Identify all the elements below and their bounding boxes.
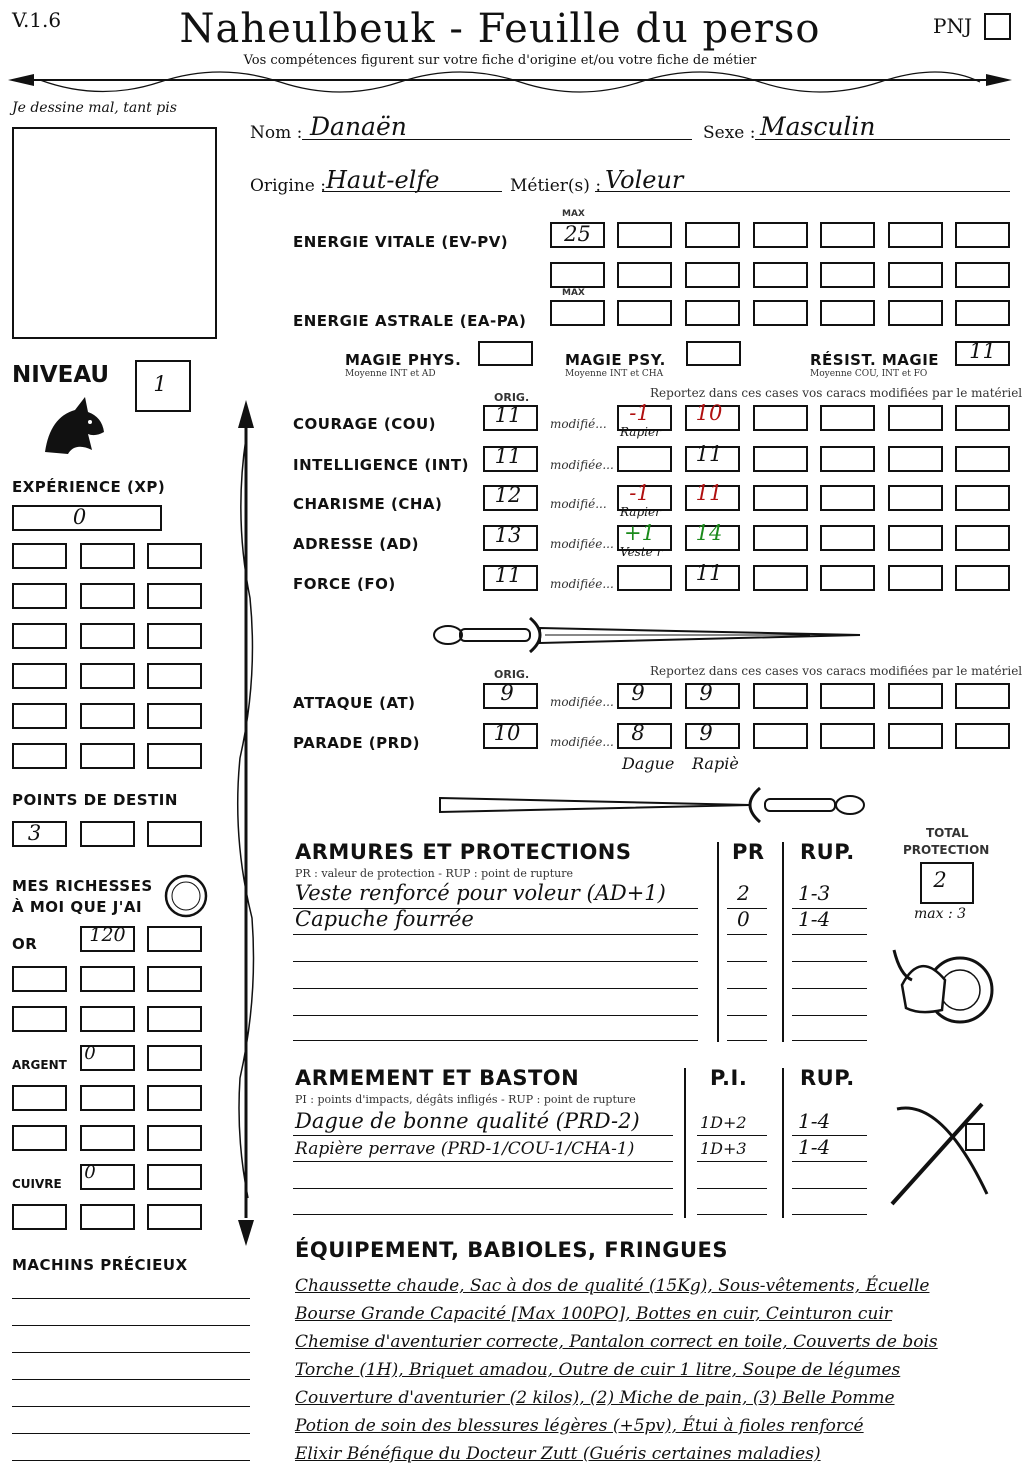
stat-orig-value: 11 — [494, 444, 522, 468]
nom-value[interactable]: Danaën — [310, 112, 407, 141]
resist-magie-value: 11 — [969, 339, 996, 363]
armor-pr-line[interactable] — [727, 934, 767, 935]
combat-extra-box[interactable] — [888, 683, 943, 709]
armor-pr-line[interactable] — [727, 1015, 767, 1016]
origine-label: Origine : — [250, 176, 326, 196]
ev-tracker-box[interactable] — [955, 262, 1010, 288]
metier-value[interactable]: Voleur — [605, 166, 684, 194]
stat-orig-value: 11 — [494, 403, 522, 427]
armor-pr-line[interactable] — [727, 1040, 767, 1041]
destin-label: POINTS DE DESTIN — [12, 791, 178, 809]
ev-tracker-box[interactable] — [753, 222, 808, 248]
weapon-rup-line[interactable] — [792, 1161, 867, 1162]
stat-label: FORCE (FO) — [293, 575, 396, 593]
magie-phys-note: Moyenne INT et AD — [345, 369, 436, 379]
combat-orig-value: 10 — [493, 721, 521, 745]
armor-item-rup: 1-3 — [798, 881, 831, 905]
armor-item-pr: 2 — [737, 881, 750, 905]
xp-box[interactable] — [147, 543, 202, 569]
weapons-rup-header: RUP. — [800, 1066, 855, 1090]
cuivre-box-3[interactable] — [12, 1204, 67, 1230]
stat-orig-value: 13 — [494, 523, 522, 547]
armor-item-name: Veste renforcé pour voleur (AD+1) — [295, 881, 666, 905]
machins-line-7[interactable] — [12, 1460, 250, 1461]
or-box-8[interactable] — [147, 1006, 202, 1032]
combat-v1-value: 9 — [631, 681, 645, 705]
ea-max-box[interactable] — [550, 300, 605, 326]
armor-rup-line[interactable] — [792, 988, 867, 989]
armor-title: ARMURES ET PROTECTIONS — [295, 840, 632, 864]
weapons-pi-header: P.I. — [710, 1066, 748, 1090]
sexe-value[interactable]: Masculin — [760, 112, 876, 141]
stat-label: ADRESSE (AD) — [293, 535, 420, 553]
equipment-line[interactable]: Couverture d'aventurier (2 kilos), (2) Miche de pain, (3) Belle Pomme — [295, 1388, 895, 1408]
xp-label: EXPÉRIENCE (XP) — [12, 478, 166, 496]
armor-note: PR : valeur de protection - RUP : point de rupture — [295, 867, 573, 880]
ev-tracker-box[interactable] — [685, 222, 740, 248]
combat-modifie-label: modifiée... — [550, 735, 614, 749]
combat-modifie-label: modifiée... — [550, 695, 614, 709]
stat-extra-box[interactable] — [820, 446, 875, 472]
magie-psy-note: Moyenne INT et CHA — [565, 369, 664, 379]
stat-extra-box[interactable] — [955, 485, 1010, 511]
weapon-item-rup: 1-4 — [798, 1109, 831, 1133]
xp-box[interactable] — [12, 543, 67, 569]
stat-total-value: 10 — [695, 401, 723, 425]
equipment-line[interactable]: Elixir Bénéfique du Docteur Zutt (Guéris certaines maladies) — [295, 1444, 821, 1464]
cuivre-value: 0 — [84, 1162, 96, 1183]
or-box-2[interactable] — [147, 926, 202, 952]
machins-line-4[interactable] — [12, 1379, 250, 1380]
armor-rup-line[interactable] — [792, 1040, 867, 1041]
weapons-title: ARMEMENT ET BASTON — [295, 1066, 580, 1090]
ea-max-label: MAX — [562, 288, 585, 298]
xp-box[interactable] — [80, 623, 135, 649]
armor-divider-1 — [717, 842, 719, 1042]
richesses-label-1: MES RICHESSES — [12, 877, 153, 895]
metier-label: Métier(s) : — [510, 176, 602, 196]
stat-extra-box[interactable] — [753, 405, 808, 431]
weapon-rup-line[interactable] — [792, 1214, 867, 1215]
weapon-item-name: Rapière perrave (PRD-1/COU-1/CHA-1) — [295, 1139, 635, 1159]
xp-box[interactable] — [80, 663, 135, 689]
sword-icon — [430, 610, 880, 660]
armor-item-pr: 0 — [737, 907, 750, 931]
stat-orig-value: 12 — [494, 483, 522, 507]
stat-extra-box[interactable] — [820, 525, 875, 551]
weapon-rup-line[interactable] — [792, 1188, 867, 1189]
machins-line-2[interactable] — [12, 1325, 250, 1326]
argent-box-7[interactable] — [80, 1125, 135, 1151]
stat-modifie-label: modifiée... — [550, 577, 614, 591]
armor-name-line[interactable] — [293, 934, 698, 935]
equipment-line[interactable]: Bourse Grande Capacité [Max 100PO], Bottes en cuir, Ceinturon cuir — [295, 1304, 892, 1324]
stat-total-value: 11 — [695, 561, 723, 585]
combat-v2-value: 9 — [699, 681, 713, 705]
niveau-value: 1 — [153, 372, 167, 396]
pnj-label: PNJ — [933, 14, 972, 38]
weapon-item-name: Dague de bonne qualité (PRD-2) — [295, 1109, 640, 1133]
xp-box[interactable] — [80, 583, 135, 609]
stat-total-value: 11 — [695, 481, 723, 505]
ev-tracker-box[interactable] — [617, 262, 672, 288]
armor-pr-line[interactable] — [727, 988, 767, 989]
nom-line — [302, 139, 692, 140]
ev-label: ENERGIE VITALE (EV-PV) — [293, 233, 509, 251]
xp-box[interactable] — [147, 743, 202, 769]
combat-extra-box[interactable] — [955, 683, 1010, 709]
ev-max-label: MAX — [562, 209, 585, 219]
total-protection-label-1: TOTAL — [926, 826, 969, 840]
destin-box-3[interactable] — [147, 821, 202, 847]
or-box-3[interactable] — [12, 966, 67, 992]
stat-delta-box[interactable] — [617, 565, 672, 591]
equipment-line[interactable]: Chaussette chaude, Sac à dos de qualité (15Kg), Sous-vêtements, Écuelle — [295, 1276, 930, 1296]
ev-tracker-box[interactable] — [820, 262, 875, 288]
xp-box[interactable] — [147, 663, 202, 689]
stat-modifie-label: modifiée... — [550, 458, 614, 472]
cuivre-label: CUIVRE — [12, 1177, 62, 1191]
sexe-line — [755, 139, 1010, 140]
ev-tracker-box[interactable] — [550, 262, 605, 288]
machins-label: MACHINS PRÉCIEUX — [12, 1256, 188, 1274]
ea-label: ENERGIE ASTRALE (EA-PA) — [293, 312, 527, 330]
weapons-note: PI : points d'impacts, dégâts infligés - RUP : point de rupture — [295, 1093, 636, 1106]
resist-magie-note: Moyenne COU, INT et FO — [810, 369, 928, 379]
weapons-divider-1 — [684, 1068, 686, 1218]
argent-label: ARGENT — [12, 1058, 67, 1072]
weapon-pi-line[interactable] — [697, 1135, 767, 1136]
stat-extra-box[interactable] — [888, 525, 943, 551]
stat-delta-note: Rapier — [620, 425, 661, 439]
combat-extra-box[interactable] — [820, 683, 875, 709]
armor-name-line[interactable] — [293, 1040, 698, 1041]
pnj-checkbox[interactable] — [984, 13, 1011, 40]
xp-box[interactable] — [12, 583, 67, 609]
ev-tracker-box[interactable] — [753, 262, 808, 288]
destin-value: 3 — [27, 821, 42, 845]
weapons-divider-2 — [782, 1068, 784, 1218]
stat-extra-box[interactable] — [955, 405, 1010, 431]
stat-label: INTELLIGENCE (INT) — [293, 456, 469, 474]
stat-label: CHARISME (CHA) — [293, 495, 443, 513]
armor-pr-header: PR — [732, 840, 765, 864]
richesses-label-2: À MOI QUE J'AI — [12, 898, 143, 916]
xp-box[interactable] — [12, 623, 67, 649]
stat-orig-value: 11 — [494, 563, 522, 587]
version-label: V.1.6 — [12, 8, 62, 32]
magie-psy-box[interactable] — [686, 341, 741, 366]
weapon-item-rup: 1-4 — [798, 1135, 831, 1159]
equipment-line[interactable]: Potion de soin des blessures légères (+5pv), Étui à fioles renforcé — [295, 1416, 864, 1436]
argent-box-5[interactable] — [147, 1085, 202, 1111]
armor-item-rup: 1-4 — [798, 907, 831, 931]
origine-line — [322, 191, 502, 192]
ea-tracker-box[interactable] — [685, 300, 740, 326]
total-protection-label-2: PROTECTION — [903, 843, 990, 857]
xp-box[interactable] — [147, 623, 202, 649]
cuivre-box-2[interactable] — [147, 1164, 202, 1190]
equipment-title: ÉQUIPEMENT, BABIOLES, FRINGUES — [295, 1238, 728, 1262]
combat-extra-box[interactable] — [955, 723, 1010, 749]
sexe-label: Sexe : — [703, 123, 756, 143]
stat-extra-box[interactable] — [753, 565, 808, 591]
combat-extra-box[interactable] — [753, 683, 808, 709]
xp-box[interactable] — [12, 663, 67, 689]
stat-delta-value: -1 — [629, 401, 650, 425]
stat-extra-box[interactable] — [753, 525, 808, 551]
portrait-frame[interactable] — [12, 127, 217, 339]
ev-tracker-box[interactable] — [888, 262, 943, 288]
armor-item-name: Capuche fourrée — [295, 907, 474, 931]
armor-rup-line[interactable] — [792, 934, 867, 935]
combat-orig-value: 9 — [500, 681, 514, 705]
ev-tracker-box[interactable] — [955, 222, 1010, 248]
helmet-shield-icon — [890, 930, 1000, 1040]
combat-extra-box[interactable] — [753, 723, 808, 749]
combat-note-rapiere: Rapiè — [692, 754, 739, 773]
ev-tracker-box[interactable] — [617, 222, 672, 248]
weapon-name-line[interactable] — [293, 1161, 673, 1162]
portrait-caption: Je dessine mal, tant pis — [12, 100, 177, 116]
xp-box[interactable] — [12, 743, 67, 769]
stat-extra-box[interactable] — [888, 446, 943, 472]
stat-extra-box[interactable] — [820, 565, 875, 591]
xp-box[interactable] — [80, 543, 135, 569]
combat-label: ATTAQUE (AT) — [293, 694, 416, 712]
ev-tracker-box[interactable] — [685, 262, 740, 288]
resist-magie-label: RÉSIST. MAGIE — [810, 351, 940, 369]
stat-modifie-label: modifié... — [550, 497, 607, 511]
stat-total-value: 14 — [695, 521, 723, 545]
destin-box-2[interactable] — [80, 821, 135, 847]
stat-extra-box[interactable] — [820, 485, 875, 511]
or-value: 120 — [89, 924, 126, 946]
machins-line-1[interactable] — [12, 1298, 250, 1299]
stat-delta-value: -1 — [629, 481, 650, 505]
armor-name-line[interactable] — [293, 988, 698, 989]
armor-divider-2 — [782, 842, 784, 1042]
stat-modifie-label: modifié... — [550, 417, 607, 431]
ea-tracker-box[interactable] — [955, 300, 1010, 326]
ea-tracker-box[interactable] — [753, 300, 808, 326]
sword-icon-2 — [430, 780, 880, 830]
xp-box[interactable] — [147, 703, 202, 729]
ea-tracker-box[interactable] — [820, 300, 875, 326]
stat-delta-note: Veste r — [620, 545, 663, 559]
ev-tracker-box[interactable] — [888, 222, 943, 248]
weapon-name-line[interactable] — [293, 1214, 673, 1215]
or-box-4[interactable] — [80, 966, 135, 992]
stat-delta-box[interactable] — [617, 446, 672, 472]
stats-orig-label: ORIG. — [494, 391, 530, 404]
total-protection-value: 2 — [933, 868, 947, 892]
equipment-line[interactable]: Chemise d'aventurier correcte, Pantalon correct en toile, Couverts de bois — [295, 1332, 938, 1352]
argent-box-6[interactable] — [12, 1125, 67, 1151]
machins-line-6[interactable] — [12, 1433, 250, 1434]
magie-psy-label: MAGIE PSY. — [565, 351, 666, 369]
coin-icon — [162, 872, 210, 920]
argent-box-3[interactable] — [12, 1085, 67, 1111]
stat-delta-value: +1 — [624, 521, 655, 545]
equipment-line[interactable]: Torche (1H), Briquet amadou, Outre de cuir 1 litre, Soupe de légumes — [295, 1360, 901, 1380]
machins-line-3[interactable] — [12, 1352, 250, 1353]
max-protection-note: max : 3 — [914, 906, 967, 922]
sheet-title: Naheulbeuk - Feuille du perso — [179, 6, 821, 52]
argent-box-4[interactable] — [80, 1085, 135, 1111]
stat-total-value: 11 — [695, 442, 723, 466]
armor-name-line[interactable] — [293, 961, 698, 962]
vertical-spear-icon — [228, 398, 264, 1248]
or-box-7[interactable] — [80, 1006, 135, 1032]
stat-extra-box[interactable] — [888, 405, 943, 431]
or-box-6[interactable] — [12, 1006, 67, 1032]
xp-box[interactable] — [147, 583, 202, 609]
or-label: OR — [12, 935, 38, 953]
stat-extra-box[interactable] — [955, 446, 1010, 472]
stat-delta-note: Rapier — [620, 505, 661, 519]
or-box-5[interactable] — [147, 966, 202, 992]
stat-extra-box[interactable] — [955, 525, 1010, 551]
combat-v2-value: 9 — [699, 721, 713, 745]
weapon-pi-line[interactable] — [697, 1214, 767, 1215]
stat-extra-box[interactable] — [753, 485, 808, 511]
metier-line — [595, 191, 1010, 192]
xp-box[interactable] — [12, 703, 67, 729]
xp-value: 0 — [72, 505, 87, 529]
stat-modifie-label: modifiée... — [550, 537, 614, 551]
weapon-pi-line[interactable] — [697, 1161, 767, 1162]
armor-name-line[interactable] — [293, 1015, 698, 1016]
stat-extra-box[interactable] — [820, 405, 875, 431]
crossed-weapons-icon — [882, 1094, 1002, 1214]
argent-value: 0 — [84, 1043, 96, 1064]
combat-v1-value: 8 — [631, 721, 645, 745]
argent-box-2[interactable] — [147, 1045, 202, 1071]
weapon-name-line[interactable] — [293, 1188, 673, 1189]
combat-extra-box[interactable] — [820, 723, 875, 749]
combat-label: PARADE (PRD) — [293, 734, 421, 752]
combat-orig-label: ORIG. — [494, 668, 530, 681]
armor-pr-line[interactable] — [727, 961, 767, 962]
ev-max-value: 25 — [564, 222, 591, 246]
stat-extra-box[interactable] — [888, 565, 943, 591]
combat-note-dague: Dague — [622, 754, 675, 773]
xp-box[interactable] — [80, 703, 135, 729]
sheet-subtitle: Vos compétences figurent sur votre fiche d'origine et/ou votre fiche de métier — [243, 53, 757, 68]
weapon-item-pi: 1D+2 — [700, 1113, 747, 1132]
niveau-label: NIVEAU — [12, 362, 110, 388]
armor-rup-line[interactable] — [792, 961, 867, 962]
origine-value[interactable]: Haut-elfe — [326, 166, 440, 194]
dragon-icon — [40, 392, 110, 462]
nom-label: Nom : — [250, 123, 303, 143]
stat-label: COURAGE (COU) — [293, 415, 437, 433]
ea-tracker-box[interactable] — [617, 300, 672, 326]
stat-extra-box[interactable] — [888, 485, 943, 511]
stats-report-note: Reportez dans ces cases vos caracs modifiées par le matériel — [650, 386, 1023, 400]
weapon-item-pi: 1D+3 — [700, 1139, 747, 1158]
armor-rup-line[interactable] — [792, 1015, 867, 1016]
combat-report-note: Reportez dans ces cases vos caracs modifiées par le matériel — [650, 664, 1023, 678]
ev-tracker-box[interactable] — [820, 222, 875, 248]
argent-box-8[interactable] — [147, 1125, 202, 1151]
magie-phys-label: MAGIE PHYS. — [345, 351, 462, 369]
cuivre-box-5[interactable] — [147, 1204, 202, 1230]
stat-extra-box[interactable] — [955, 565, 1010, 591]
weapon-pi-line[interactable] — [697, 1188, 767, 1189]
stat-extra-box[interactable] — [753, 446, 808, 472]
weapon-name-line[interactable] — [293, 1135, 673, 1136]
magie-phys-box[interactable] — [478, 341, 533, 366]
armor-rup-header: RUP. — [800, 840, 855, 864]
machins-line-5[interactable] — [12, 1406, 250, 1407]
combat-extra-box[interactable] — [888, 723, 943, 749]
cuivre-box-4[interactable] — [80, 1204, 135, 1230]
xp-box[interactable] — [80, 743, 135, 769]
ea-tracker-box[interactable] — [888, 300, 943, 326]
